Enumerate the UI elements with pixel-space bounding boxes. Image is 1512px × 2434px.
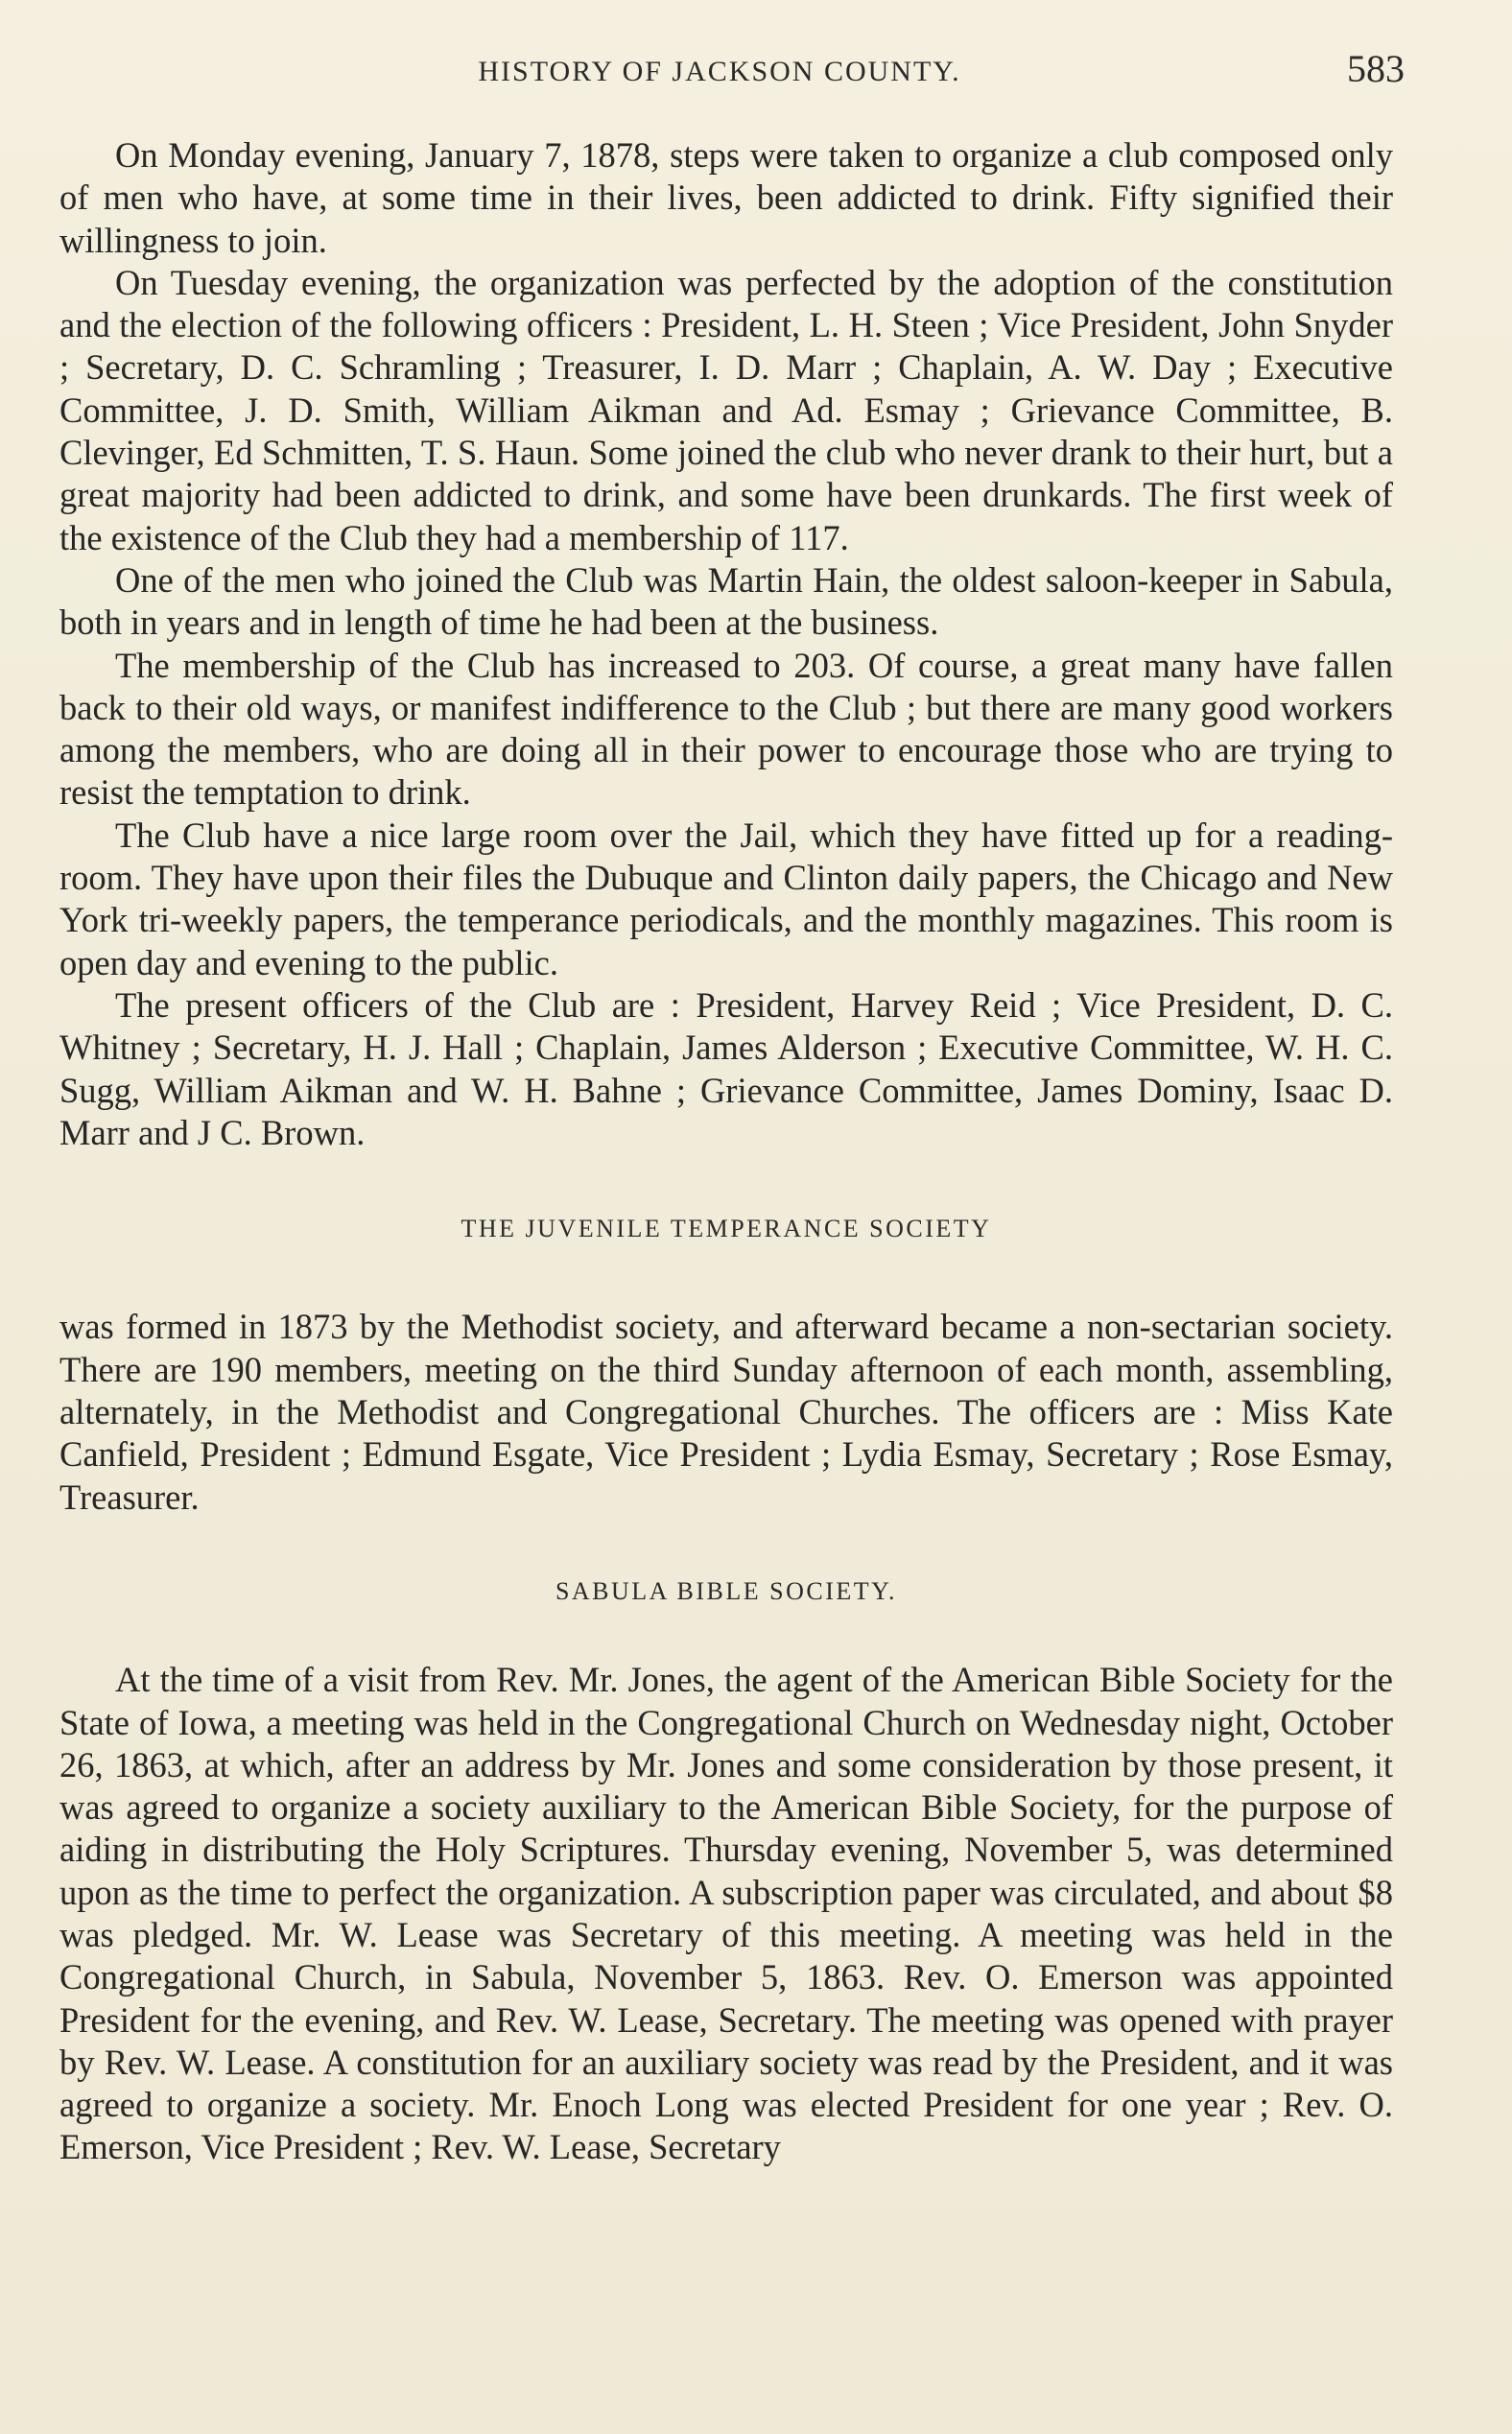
paragraph-present-officers: The present officers of the Club are : President, Harvey Reid ; Vice President, D. C. Whitney ; Secretary, H. J. Hall ; Chaplain, James Alderson ; Executive Committee, W. H. C. Sugg, William Aikman and W. H. Bahne ; Grievance Committee, James Dominy, Isaac D. Marr and J C. Brown.: [59, 984, 1393, 1152]
paragraph-club-organizing: On Monday evening, January 7, 1878, steps were taken to organize a club composed only of men who have, at some time in their lives, been addicted to drink. Fifty signified their willingness to join.: [59, 135, 1393, 260]
page-number: 583: [1347, 47, 1405, 90]
section-heading-juvenile-temperance: THE JUVENILE TEMPERANCE SOCIETY: [461, 1215, 992, 1243]
paragraph-juvenile-society: was formed in 1873 by the Methodist society, and afterward became a non-sectarian society. There are 190 members, meeting on the third Sunday afternoon of each month, assembling, alternately, in the Methodist and Congregational Churches. The officers are : Miss Kate Canfield, President ; Edmund Esgate, Vice President ; Lydia Esmay, Secretary ; Rose Esmay, Treasurer.: [59, 1307, 1393, 1517]
section-heading-bible-society: SABULA BIBLE SOCIETY.: [555, 1576, 898, 1605]
page-body: [59, 134, 1393, 2169]
paragraph-bible-society: At the time of a visit from Rev. Mr. Jones, the agent of the American Bible Society for the State of Iowa, a meeting was held in the Congregational Church on Wednesday night, October 26, 1863, at which, after an address by Mr. Jones and some consideration by those present, it was agreed to organize a society auxiliary to the American Bible Society, for the purpose of aiding in distributing the Holy Scriptures. Thursday evening, November 5, was determined upon as the time to perfect the organization. A subscription paper was circulated, and about $8 was pledged. Mr. W. Lease was Secretary of this meeting. A meeting was held in the Congregational Church, in Sabula, November 5, 1863. Rev. O. Emerson was appointed President for the evening, and Rev. W. Lease, Secretary. The meeting was opened with prayer by Rev. W. Lease. A constitution for an auxiliary society was read by the President, and it was agreed to organize a society. Mr. Enoch Long was elected President for one year ; Rev. O. Emerson, Vice President ; Rev. W. Lease, Secretary: [59, 1660, 1393, 2167]
paragraph-club-officers: On Tuesday evening, the organization was perfected by the adoption of the constitution and the election of the following officers : President, L. H. Steen ; Vice President, John Snyder ; Secretary, D. C. Schramling ; Treasurer, I. D. Marr ; Chaplain, A. W. Day ; Executive Committee, J. D. Smith, William Aikman and Ad. Esmay ; Grievance Committee, B. Clevinger, Ed Schmitten, T. S. Haun. Some joined the club who never drank to their hurt, but a great majority had been addicted to drink, and some have been drunkards. The first week of the existence of the Club they had a membership of 117.: [59, 262, 1393, 557]
paragraph-martin-hain: One of the men who joined the Club was Martin Hain, the oldest saloon-keeper in Sabula, both in years and in length of time he had been at the business.: [59, 559, 1393, 643]
running-head: HISTORY OF JACKSON COUNTY.: [478, 56, 961, 87]
paragraph-club-membership: The membership of the Club has increased to 203. Of course, a great many have fallen back to their old ways, or manifest indifference to the Club ; but there are many good workers among the members, who are doing all in their power to encourage those who are trying to resist the temptation to drink.: [59, 645, 1393, 813]
paragraph-reading-room: The Club have a nice large room over the Jail, which they have fitted up for a reading-room. They have upon their files the Dubuque and Clinton daily papers, the Chicago and New York tri-weekly papers, the temperance periodicals, and the monthly magazines. This room is open day and evening to the public.: [59, 815, 1393, 982]
